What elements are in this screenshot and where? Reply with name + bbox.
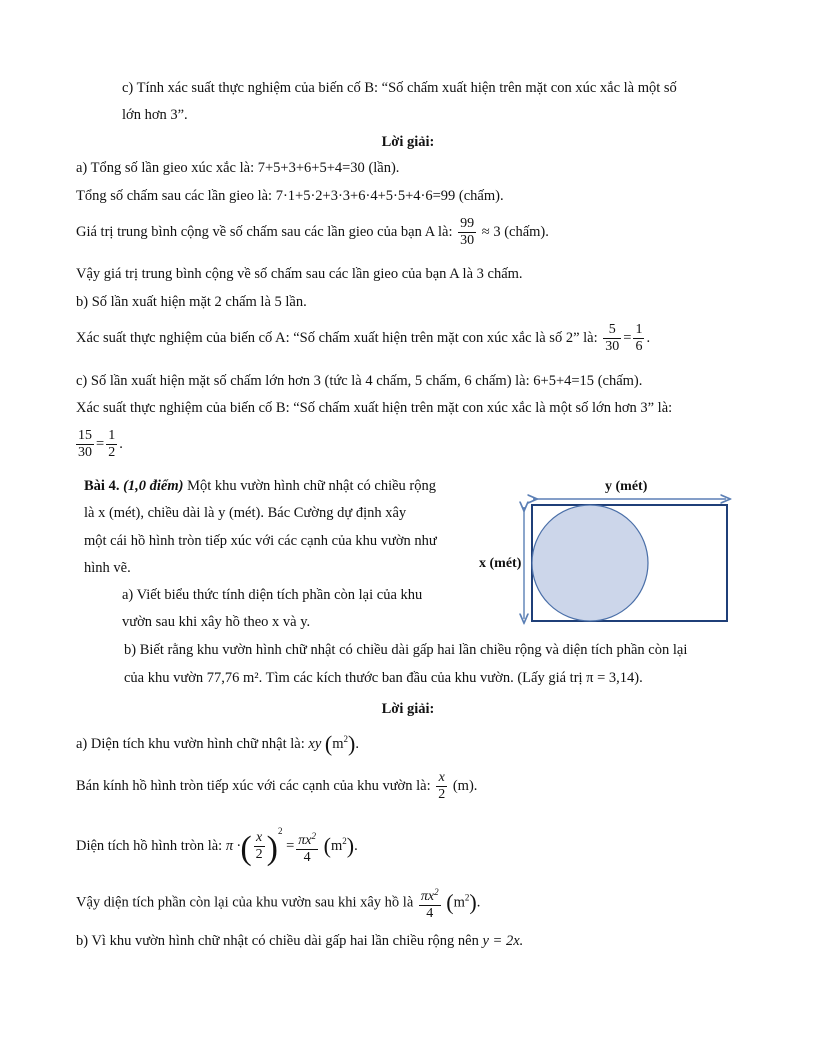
circle-area-line: Diện tích hồ hình tròn là: π ·( $\frac{x}{2}$ )$^2$ = $\frac{\pi x^2}{4}$ $(m^2)$. — [76, 826, 358, 867]
solution-c-unit: (chấm). — [594, 373, 643, 389]
prob-a-num-1: 5 — [608, 322, 616, 337]
rest-area-text: Vậy diện tích phần còn lại của khu vườn sau khi xây hồ là — [76, 894, 417, 911]
bai4-line1 — [84, 478, 436, 495]
bai4-line4: hình vẽ. — [84, 560, 131, 576]
total-dots-unit: (chấm). — [455, 188, 504, 204]
radius-fraction — [436, 770, 447, 803]
mean-text: Giá trị trung bình cộng về số chấm sau các lần gieo của bạn A là: — [76, 223, 457, 240]
bai4-qa-line2: vườn sau khi xây hồ theo x và y. — [122, 614, 311, 630]
prob-a-num-2: 1 — [635, 322, 643, 337]
label-y: y (mét) — [605, 479, 648, 494]
circle-eq-fraction: $\frac{\pi x^2}{4}$ — [298, 830, 317, 865]
prob-b-num-2: 1 — [108, 428, 116, 443]
solution-b-final-text: b) Vì khu vườn hình chữ nhật có chiều dài gấp hai lần chiều rộng nên — [76, 933, 483, 949]
solution-c-expr: 6+5+4=15 — [533, 373, 595, 389]
area-rect-text: a) Diện tích khu vườn hình chữ nhật là: — [76, 736, 309, 752]
rest-area-line: Vậy diện tích phần còn lại của khu vườn sau khi xây hồ là $\frac{\pi x^2}{4}$ $(m^2)$. — [76, 884, 480, 922]
rest-num: πx — [420, 889, 435, 904]
garden-figure — [474, 474, 744, 634]
mean-line — [76, 216, 549, 249]
prob-a-den-2: 6 — [635, 339, 643, 354]
mean-conclusion: Vậy giá trị trung bình cộng về số chấm sau các lần gieo của bạn A là 3 chấm. — [76, 266, 523, 282]
prob-b-num-1: 15 — [78, 428, 92, 443]
circle-den: 2 — [255, 847, 263, 863]
part-c-question-line2: lớn hơn 3”. — [122, 107, 188, 123]
bai4-qb-line2: của khu vườn 77,76 m². Tìm các kích thước ban đầu của khu vườn. (Lấy giá trị π = 3,14). — [124, 670, 643, 686]
bai4-line2: là x (mét), chiều dài là y (mét). Bác Cường dự định xây — [84, 505, 407, 521]
prob-a-fraction-1 — [603, 322, 621, 355]
mean-denominator: 30 — [460, 233, 475, 248]
circle-eq-num: πx — [298, 832, 312, 848]
radius-den: 2 — [438, 787, 446, 802]
circle-fraction — [254, 830, 265, 863]
circle-area-text: Diện tích hồ hình tròn là: — [76, 838, 226, 854]
solution-c-text: c) Số lần xuất hiện mặt số chấm lớn hơn 3 (tức là 4 chấm, 5 chấm, 6 chấm) là: — [76, 373, 534, 389]
bai4-qa-line1: a) Viết biểu thức tính diện tích phần còn lại của khu — [122, 587, 423, 603]
bai4-line3: một cái hồ hình tròn tiếp xúc với các cạnh của khu vườn như — [84, 533, 437, 549]
prob-b-text: Xác suất thực nghiệm của biến cố B: “Số chấm xuất hiện trên mặt con xúc xắc là một số lớn hơn 3” là: — [76, 400, 673, 416]
solution-b-line: b) Số lần xuất hiện mặt 2 chấm là 5 lần. — [76, 294, 307, 310]
radius-unit: (m). — [449, 777, 478, 794]
prob-a-line: Xác suất thực nghiệm của biến cố A: “Số chấm xuất hiện trên mặt con xúc xắc là số 2” là: $\frac{5}{30}$ = $\frac{1}{6}$ . — [76, 322, 651, 354]
solution-heading-2: Lời giải: — [381, 701, 435, 717]
solution-heading: Lời giải: — [381, 134, 435, 150]
solution-a-expr: 7+5+3+6+5+4=30 — [257, 160, 365, 176]
solution-a-unit: (lần). — [364, 160, 400, 176]
mean-rest: ≈ 3 (chấm). — [481, 223, 549, 240]
prob-a-fraction-2 — [633, 322, 644, 355]
bai4-qb-line1: b) Biết rằng khu vườn hình chữ nhật có chiều dài gấp hai lần chiều rộng và diện tích phần còn lại — [124, 642, 688, 658]
prob-b-fraction-1 — [76, 428, 94, 461]
rest-den: 4 — [419, 905, 441, 922]
radius-line — [76, 770, 477, 803]
solution-a-line — [76, 160, 399, 177]
solution-b-final-expr: y = 2x. — [482, 933, 524, 949]
mean-fraction — [458, 216, 476, 249]
area-rect-expr: xy — [308, 736, 322, 752]
prob-b-den-2: 2 — [108, 445, 116, 460]
circle-eq-den: 4 — [296, 849, 318, 866]
prob-b-fractions: $\frac{15}{30}$ = $\frac{1}{2}$ . — [78, 428, 123, 460]
area-rect-unit: m — [332, 736, 344, 752]
total-dots-text: Tổng số chấm sau các lần gieo là: — [76, 188, 276, 204]
radius-text: Bán kính hồ hình tròn tiếp xúc với các cạnh của khu vườn là: — [76, 777, 435, 794]
prob-a-text: Xác suất thực nghiệm của biến cố A: “Số chấm xuất hiện trên mặt con xúc xắc là số 2” là: — [76, 329, 602, 346]
part-c-question-line1: c) Tính xác suất thực nghiệm của biến cố B: “Số chấm xuất hiện trên mặt con xúc xắc là một số — [122, 80, 677, 96]
prob-a-den-1: 30 — [605, 339, 620, 354]
bai4-title: Bài 4. — [84, 478, 120, 494]
solution-c-line — [76, 373, 642, 390]
prob-b-den-1: 30 — [78, 445, 92, 460]
radius-num: x — [438, 770, 445, 785]
garden-diagram — [474, 474, 744, 634]
mean-numerator: 99 — [460, 216, 475, 231]
prob-b-fraction-2 — [106, 428, 117, 461]
circle-num: x — [256, 830, 263, 846]
area-rect-line: a) Diện tích khu vườn hình chữ nhật là: xy $(m^2)$. — [76, 731, 359, 756]
total-dots-expr: 7·1+5·2+3·3+6·4+5·5+4·6=99 — [275, 188, 456, 204]
pond-circle — [532, 505, 648, 621]
bai4-points: (1,0 điểm) — [123, 478, 184, 494]
bai4-line1-text: Một khu vườn hình chữ nhật có chiều rộng — [183, 478, 437, 494]
circle-pi: π · — [225, 838, 241, 854]
label-x: x (mét) — [479, 556, 522, 571]
solution-b-final-line — [76, 933, 523, 950]
rest-fraction: $\frac{\pi x^2}{4}$ — [420, 887, 439, 921]
total-dots-line — [76, 188, 504, 205]
solution-a-text: a) Tổng số lần gieo xúc xắc là: — [76, 160, 258, 176]
